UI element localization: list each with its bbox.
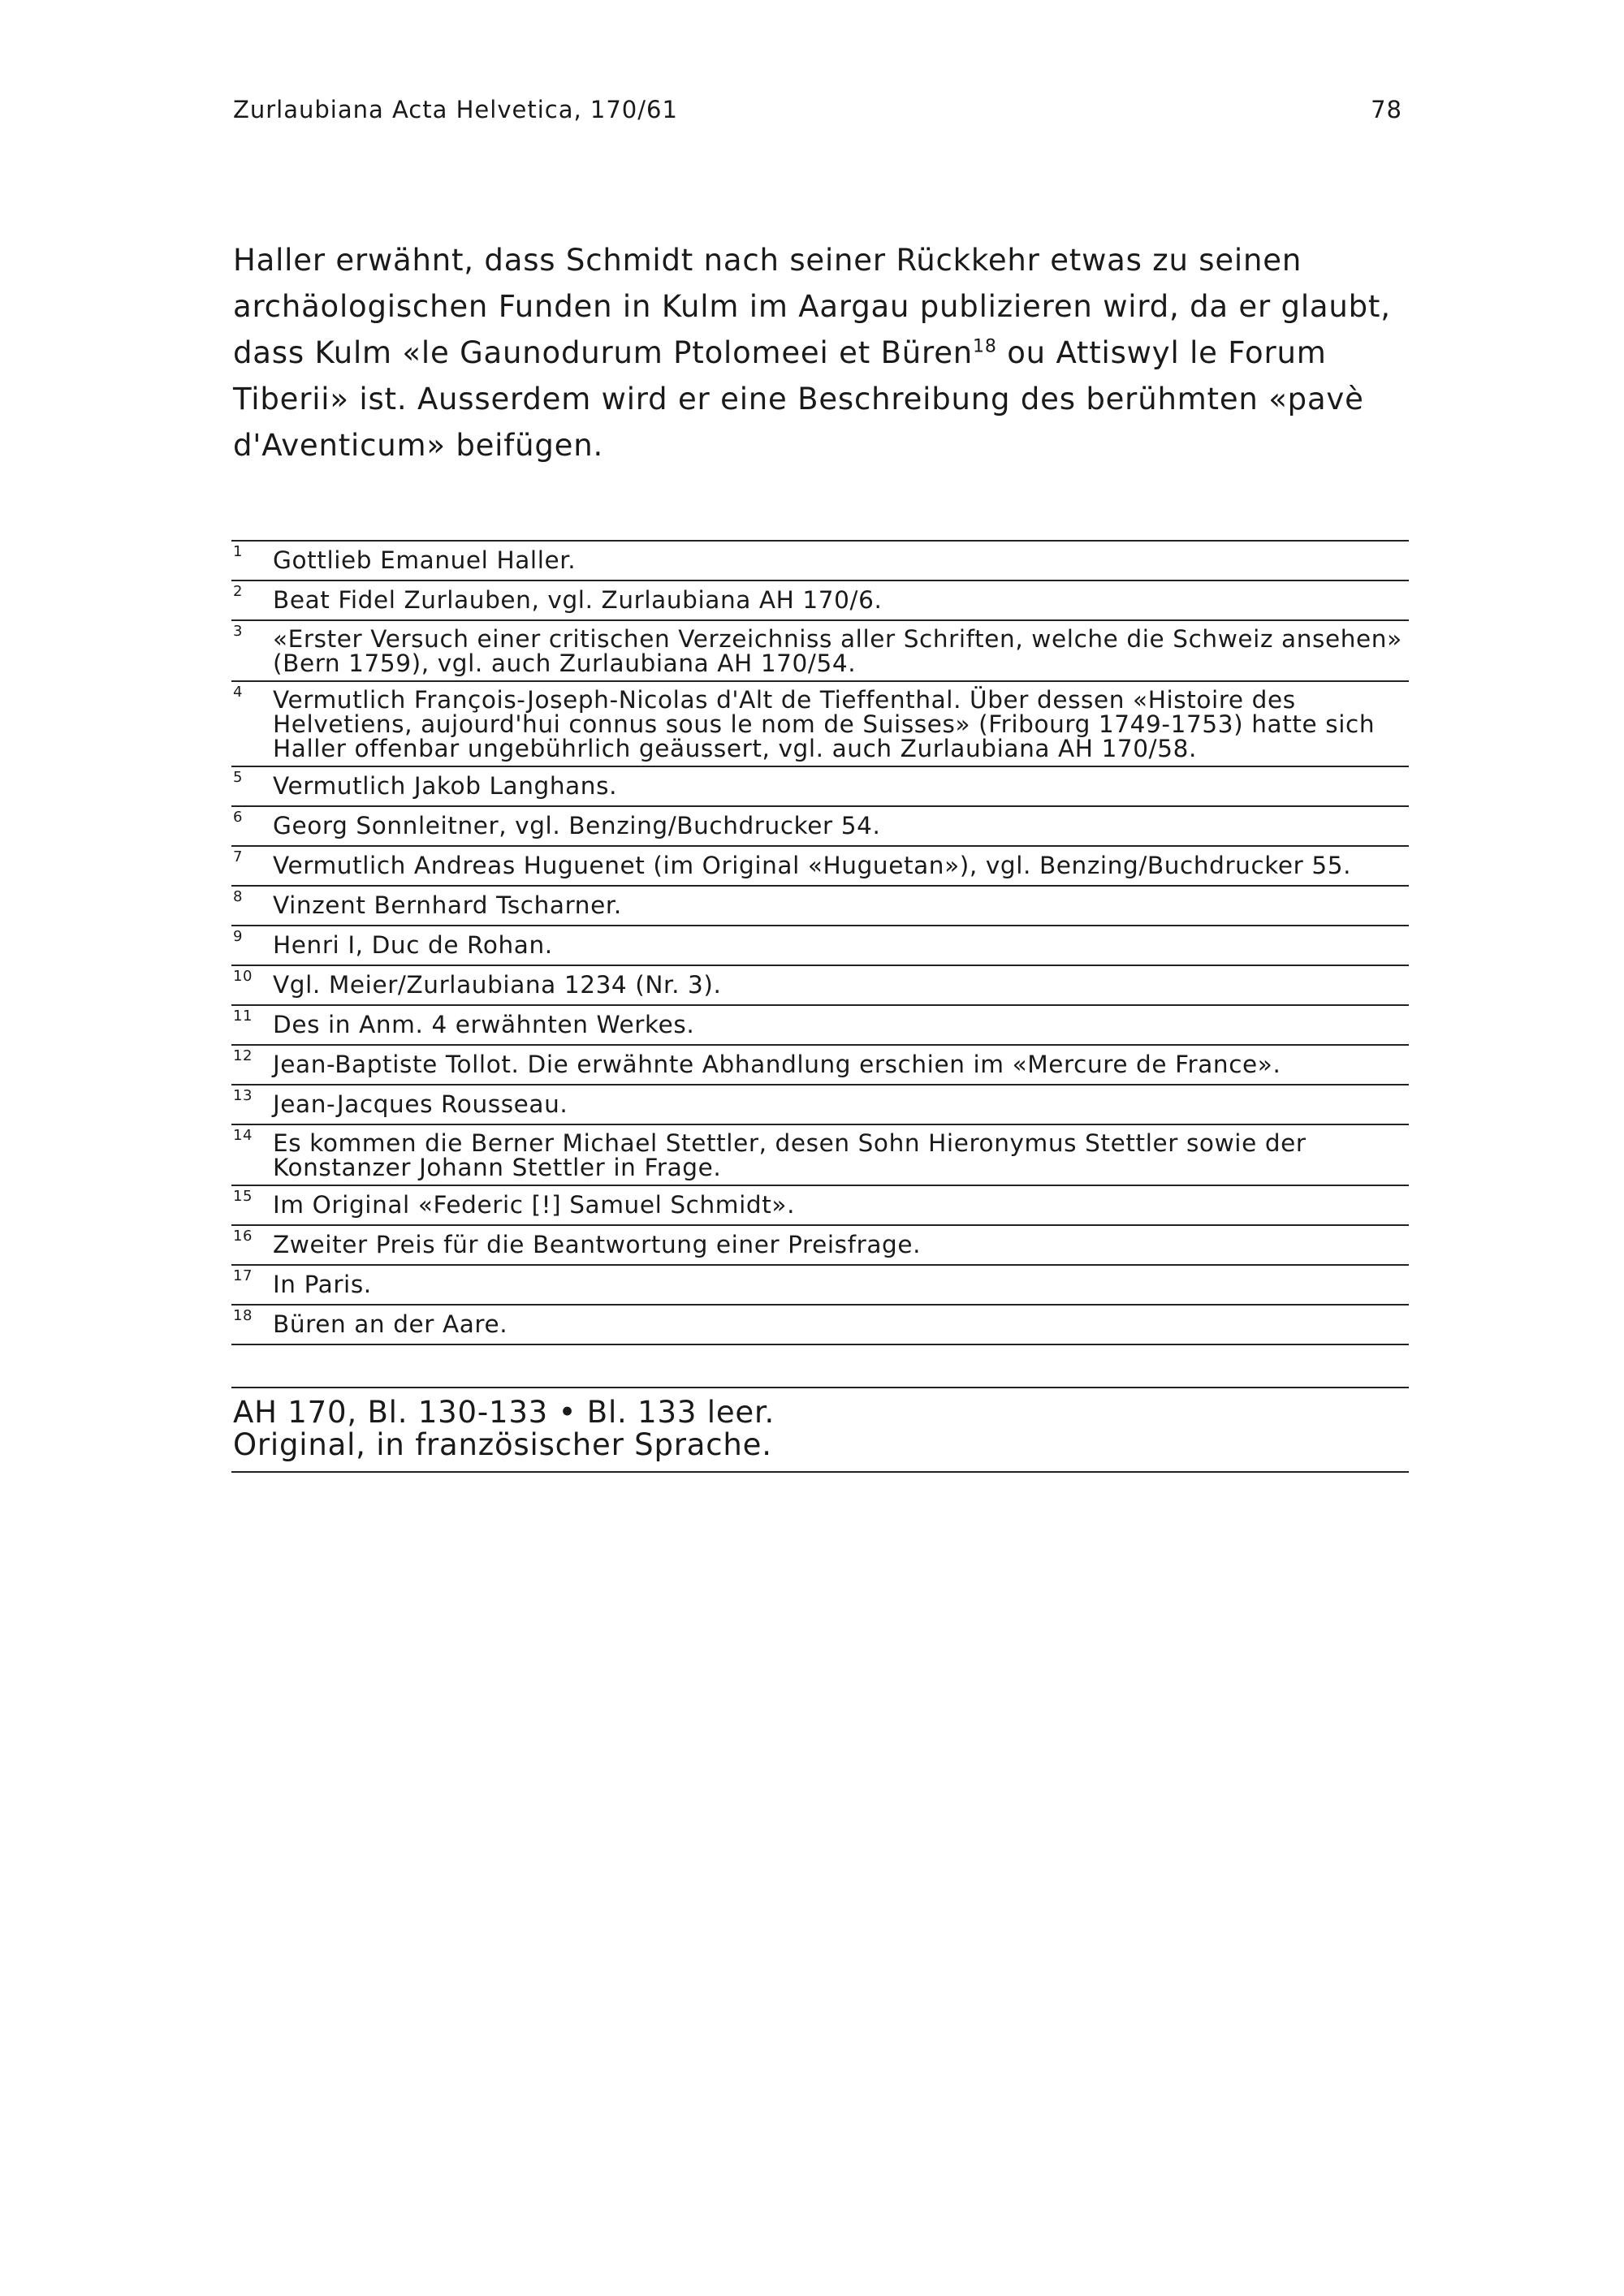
summary-text-part2: ou Attiswyl le Forum Tiberii» ist. Ausserdem wird er eine Beschreibung des berühmten «pavè d'Aventicum» beifügen. bbox=[233, 335, 1364, 463]
footnote-text: Gottlieb Emanuel Haller. bbox=[273, 546, 577, 574]
letter-summary bbox=[233, 237, 1410, 468]
footnote-text: In Paris. bbox=[273, 1271, 372, 1298]
footnote-number: 11 bbox=[233, 1008, 253, 1025]
footnote-number: 3 bbox=[233, 623, 244, 640]
footnote bbox=[231, 682, 1409, 767]
footnote-text: Jean-Baptiste Tollot. Die erwähnte Abhandlung erschien im «Mercure de France». bbox=[273, 1051, 1281, 1078]
footnote-number: 10 bbox=[233, 968, 253, 985]
footnote-text: Georg Sonnleitner, vgl. Benzing/Buchdrucker 54. bbox=[273, 812, 881, 839]
archive-language-note: Original, in französischer Sprache. bbox=[233, 1427, 772, 1462]
footnote-text: Vinzent Bernhard Tscharner. bbox=[273, 891, 622, 919]
footnote bbox=[231, 1085, 1409, 1125]
footnote-text: Vermutlich François-Joseph-Nicolas d'Alt de Tieffenthal. Über dessen «Histoire des Helvetiens, aujourd'hui connus sous le nom de Suisses» (Fribourg 1749-1753) hatte sich Haller offenbar ungebührlich geäussert, vgl. auch Zurlaubiana AH 170/58. bbox=[273, 686, 1376, 762]
footnote bbox=[231, 966, 1409, 1006]
footnote-number: 12 bbox=[233, 1047, 253, 1064]
footnote-text: Des in Anm. 4 erwähnten Werkes. bbox=[273, 1011, 695, 1038]
footnote bbox=[231, 767, 1409, 807]
footnote-text: Vgl. Meier/Zurlaubiana 1234 (Nr. 3). bbox=[273, 971, 722, 999]
footnote-number: 18 bbox=[233, 1307, 253, 1324]
footnote-text: Es kommen die Berner Michael Stettler, desen Sohn Hieronymus Stettler sowie der Konstanzer Johann Stettler in Frage. bbox=[273, 1129, 1307, 1181]
footnote-text: Büren an der Aare. bbox=[273, 1310, 508, 1338]
footnote bbox=[231, 887, 1409, 926]
page-header bbox=[233, 96, 1402, 128]
footnote bbox=[231, 807, 1409, 847]
footnote-number: 9 bbox=[233, 928, 244, 945]
footnote bbox=[231, 621, 1409, 682]
footnote-number: 14 bbox=[233, 1127, 253, 1144]
footnote bbox=[231, 926, 1409, 966]
footnote bbox=[231, 1226, 1409, 1266]
footnote-number: 1 bbox=[233, 543, 244, 560]
summary-text-part1: Haller erwähnt, dass Schmidt nach seiner Rückkehr etwas zu seinen archäologischen Funden in Kulm im Aargau publizieren wird, da er glaubt, dass Kulm «le Gaunodurum Ptolomeei et Büren bbox=[233, 243, 1391, 370]
footnote-number: 5 bbox=[233, 769, 244, 786]
archive-signature: AH 170, Bl. 130-133 • Bl. 133 leer. bbox=[233, 1395, 775, 1430]
running-title: Zurlaubiana Acta Helvetica, 170/61 bbox=[233, 96, 678, 123]
footnote-text: «Erster Versuch einer critischen Verzeichniss aller Schriften, welche die Schweiz ansehen» (Bern 1759), vgl. auch Zurlaubiana AH 170/54. bbox=[273, 625, 1402, 677]
footnote-number: 17 bbox=[233, 1267, 253, 1284]
footnote bbox=[231, 847, 1409, 887]
footnote-text: Beat Fidel Zurlauben, vgl. Zurlaubiana AH 170/6. bbox=[273, 586, 883, 614]
footnote bbox=[231, 1006, 1409, 1046]
footnote-number: 7 bbox=[233, 848, 244, 865]
archive-reference bbox=[231, 1387, 1409, 1473]
footnote bbox=[231, 1266, 1409, 1306]
footnote bbox=[231, 581, 1409, 621]
footnote-text: Zweiter Preis für die Beantwortung einer Preisfrage. bbox=[273, 1231, 922, 1258]
page-number: 78 bbox=[1371, 96, 1402, 123]
footnote-number: 2 bbox=[233, 583, 244, 600]
footnote-text: Henri I, Duc de Rohan. bbox=[273, 931, 553, 959]
footnote-number: 15 bbox=[233, 1188, 253, 1205]
footnote-text: Jean-Jacques Rousseau. bbox=[273, 1090, 568, 1118]
footnote-text: Vermutlich Jakob Langhans. bbox=[273, 772, 618, 800]
footnote bbox=[231, 1125, 1409, 1186]
footnote bbox=[231, 1046, 1409, 1085]
footnote-number: 8 bbox=[233, 888, 244, 905]
footnote bbox=[231, 1306, 1409, 1345]
footnote bbox=[231, 1186, 1409, 1226]
footnote bbox=[231, 542, 1409, 581]
footnote-number: 16 bbox=[233, 1228, 253, 1245]
footnote-text: Vermutlich Andreas Huguenet (im Original «Huguetan»), vgl. Benzing/Buchdrucker 55. bbox=[273, 852, 1352, 879]
footnote-ref-18[interactable]: 18 bbox=[973, 336, 997, 357]
footnote-number: 4 bbox=[233, 684, 244, 701]
footnotes-list bbox=[231, 540, 1409, 1345]
footnote-number: 6 bbox=[233, 809, 244, 826]
footnote-number: 13 bbox=[233, 1087, 253, 1104]
footnote-text: Im Original «Federic [!] Samuel Schmidt». bbox=[273, 1191, 796, 1219]
